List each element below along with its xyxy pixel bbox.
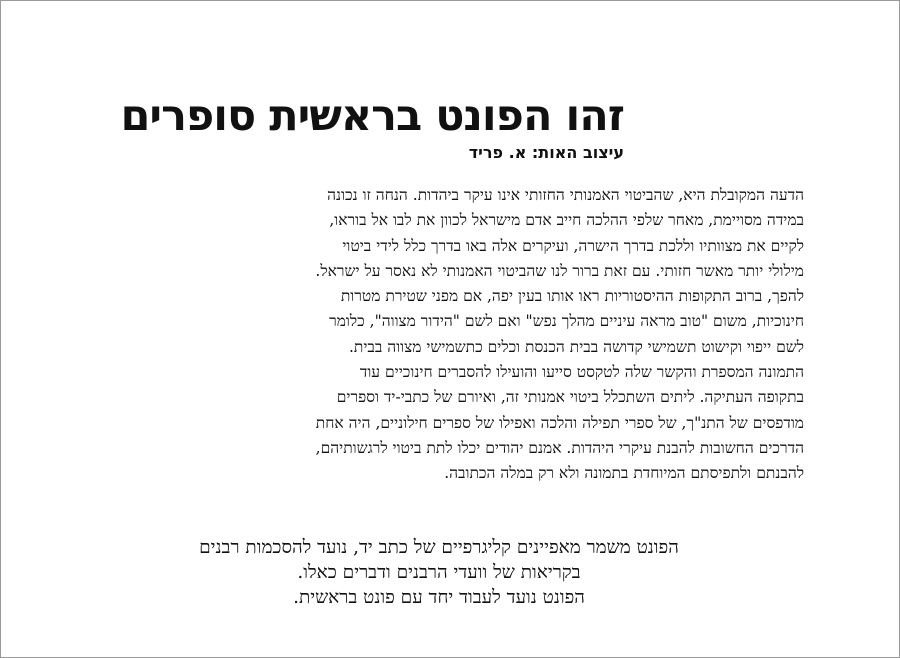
- footer-line: בקריאות של וועדי הרבנים ודברים כאלו.: [297, 562, 581, 583]
- body-line: התמונה המספרת והקשר שלה לטקסט סייעו והועילו להסברים חינוכיים עוד: [359, 363, 804, 382]
- body-line: להבנתם ולתפיסתם המיוחדת בתמונה ולא רק במלה הכתובה.: [444, 464, 804, 483]
- page-title: זהו הפונט בראשית סופרים: [120, 91, 624, 141]
- body-line: הדעה המקובלת היא, שהביטוי האמנותי החזותי אינו עיקר ביהדות. הנחה זו נכונה: [327, 186, 804, 204]
- body-line: במידה מסויימת, מאחר שלפי ההלכה חייב אדם מישראל לכוון את לבו אל בוראו,: [329, 211, 804, 230]
- font-designer-credit: עיצוב האות: א. פריד: [468, 143, 624, 162]
- font-description: [59, 535, 819, 610]
- heading-block: [64, 91, 624, 163]
- body-line: הדרכים החשובות להבנת עיקרי היהדות. אמנם יהודים יכלו לתת ביטוי לרגשותיהם,: [315, 438, 804, 457]
- body-line: מודפסים של התנ"ך, של ספרי תפילה והלכה ואפילו של ספרים חילוניים, היה אחת: [315, 413, 804, 432]
- body-line: מילולי יותר מאשר חזותי. עם זאת ברור לנו שהביטוי האמנותי לא נאסר על ישראל.: [315, 261, 804, 280]
- footer-line: הפונט נועד לעבוד יחד עם פונט בראשית.: [293, 587, 585, 608]
- footer-line: הפונט משמר מאפיינים קליגרפיים של כתב יד, נועד להסכמות רבנים: [199, 537, 679, 558]
- body-line: לשם ייפוי וקישוט תשמישי קדושה בבית הכנסת וכלים כתשמישי מצווה בבית.: [348, 337, 804, 356]
- body-line: חינוכיות, משום "טוב מראה עיניים מהלך נפש" ואם לשם "הידור מצווה", כלומר: [329, 312, 804, 331]
- body-line: להפך, ברוב התקופות ההיסטוריות ראו אותו בעין יפה, אם מפני שטירת מטרות: [340, 287, 804, 306]
- body-line: בתקופה העתיקה. ליתים השתכלל ביטוי אמנותי זה, ואיורם של כתבי-יד וספרים: [336, 388, 804, 407]
- body-text: [69, 183, 804, 487]
- body-line: לקיים את מצוותיו וללכת בדרך הישרה, ועיקרים אלה באו בדרך כלל לידי ביטוי: [342, 236, 804, 255]
